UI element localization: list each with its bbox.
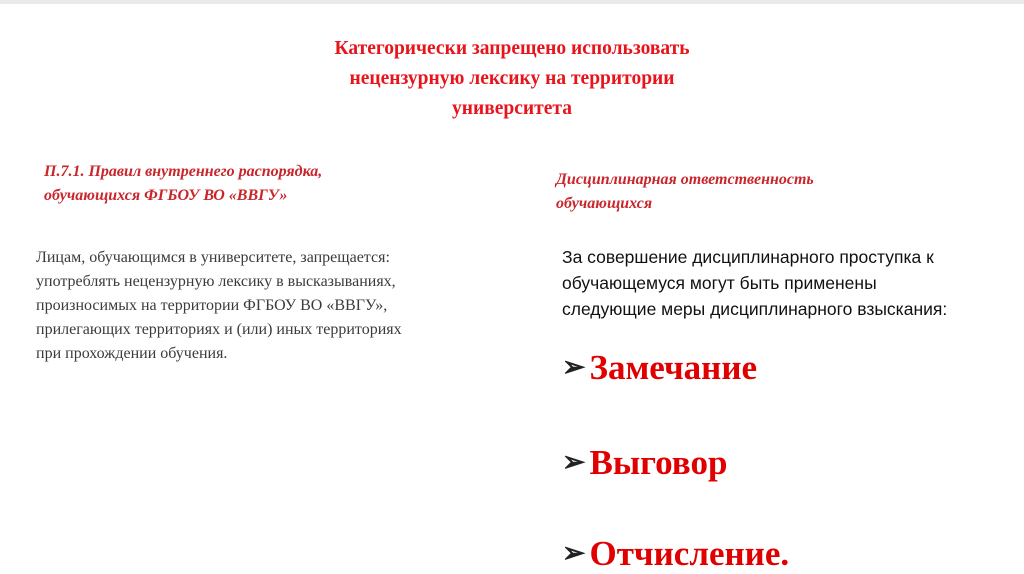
right-body-line-1: За совершение дисциплинарного проступка к — [562, 247, 934, 267]
left-subtitle-line-2: обучающихся ФГБОУ ВО «ВВГУ» — [44, 187, 288, 204]
left-body-line-3: произносимых на территории ФГБОУ ВО «ВВГУ», — [36, 297, 388, 314]
title-line-3: университета — [452, 98, 572, 119]
left-body-line-1: Лицам, обучающимся в университете, запрещается: — [36, 249, 390, 266]
measure-label: Отчисление. — [589, 534, 790, 573]
left-body-text — [36, 246, 506, 366]
right-body-line-2: обучающемуся могут быть применены — [562, 273, 877, 293]
title-line-2: нецензурную лексику на территории — [349, 68, 675, 89]
left-subtitle-line-1: П.7.1. Правил внутреннего распорядка, — [44, 163, 323, 180]
measure-label: Выговор — [589, 443, 728, 482]
left-body-line-2: употреблять нецензурную лексику в высказываниях, — [36, 273, 396, 290]
top-border-divider — [0, 0, 1024, 4]
arrow-bullet-icon: ➢ — [562, 538, 586, 569]
right-subtitle-line-1: Дисциплинарная ответственность — [556, 171, 814, 188]
measure-item-reprimand — [562, 443, 727, 483]
measure-item-expulsion — [562, 534, 789, 574]
right-body-text — [562, 244, 1012, 322]
measure-item-remark — [562, 348, 757, 388]
arrow-bullet-icon: ➢ — [562, 352, 586, 383]
slide-title — [212, 34, 812, 124]
measure-label: Замечание — [589, 348, 758, 387]
arrow-bullet-icon: ➢ — [562, 447, 586, 478]
left-body-line-4: прилегающих территориях и (или) иных территориях — [36, 321, 402, 338]
right-subtitle-line-2: обучающихся — [556, 195, 653, 212]
right-body-line-3: следующие меры дисциплинарного взыскания: — [562, 299, 948, 319]
right-subtitle — [556, 168, 996, 216]
left-subtitle — [44, 160, 484, 208]
left-body-line-5: при прохождении обучения. — [36, 345, 228, 362]
title-line-1: Категорически запрещено использовать — [334, 38, 690, 59]
